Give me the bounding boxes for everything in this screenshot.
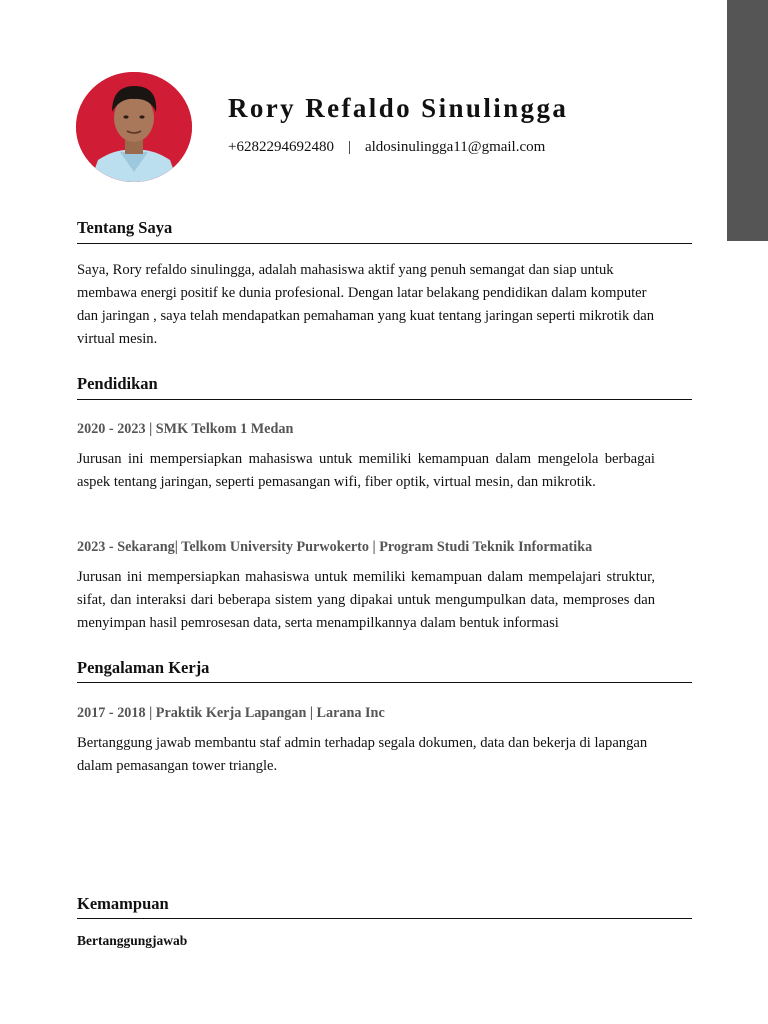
experience-entry-description: Bertanggung jawab membantu staf admin terhadap segala dokumen, data dan bekerja di lapangan dalam pemasangan tower triangle.: [77, 735, 648, 774]
section-divider: [77, 399, 692, 400]
experience-entry-heading: 2017 - 2018 | Praktik Kerja Lapangan | Larana Inc: [77, 705, 385, 721]
profile-photo: [76, 72, 192, 182]
education-entry-heading: 2020 - 2023 | SMK Telkom 1 Medan: [77, 421, 294, 437]
education-entry-description: Jurusan ini mempersiapkan mahasiswa untuk memiliki kemampuan dalam mengelola berbagai aspek tentang jaringan, seperti pemasangan wifi, fiber optik, virtual mesin, dan mikrotik.: [77, 451, 655, 490]
section-divider: [77, 918, 692, 919]
contact-separator: |: [347, 139, 351, 155]
side-tab: [727, 0, 768, 241]
section-divider: [77, 243, 692, 244]
education-entry-heading: 2023 - Sekarang| Telkom University Purwokerto | Program Studi Teknik Informatika: [77, 539, 593, 555]
candidate-name: Rory Refaldo Sinulingga: [228, 93, 569, 123]
section-divider: [77, 682, 692, 683]
email-address: aldosinulingga11@gmail.com: [364, 139, 546, 155]
section-title-skills: Kemampuan: [77, 894, 169, 913]
section-title-experience: Pengalaman Kerja: [77, 658, 210, 677]
section-title-about: Tentang Saya: [77, 218, 173, 237]
about-text: Saya, Rory refaldo sinulingga, adalah mahasiswa aktif yang penuh semangat dan siap untuk membawa energi positif ke dunia profesional. Dengan latar belakang pendidikan dalam komputer dan jaringan , saya telah mendapatkan pemahaman yang kuat tentang jaringan seperti mikrotik dan virtual mesin.: [77, 262, 655, 347]
section-title-education: Pendidikan: [77, 374, 158, 393]
education-entry-description: Jurusan ini mempersiapkan mahasiswa untuk memiliki kemampuan dalam mempelajari struktur, sifat, dan interaksi dari beberapa sistem yang dipakai untuk mengumpulkan data, memproses dan menyimpan hasil pemrosesan data, serta menampilkannya dalam bentuk informasi: [77, 569, 655, 631]
phone-number: +6282294692480: [228, 139, 334, 155]
skill-item: Bertanggungjawab: [77, 933, 188, 948]
contact-line: [228, 138, 545, 156]
